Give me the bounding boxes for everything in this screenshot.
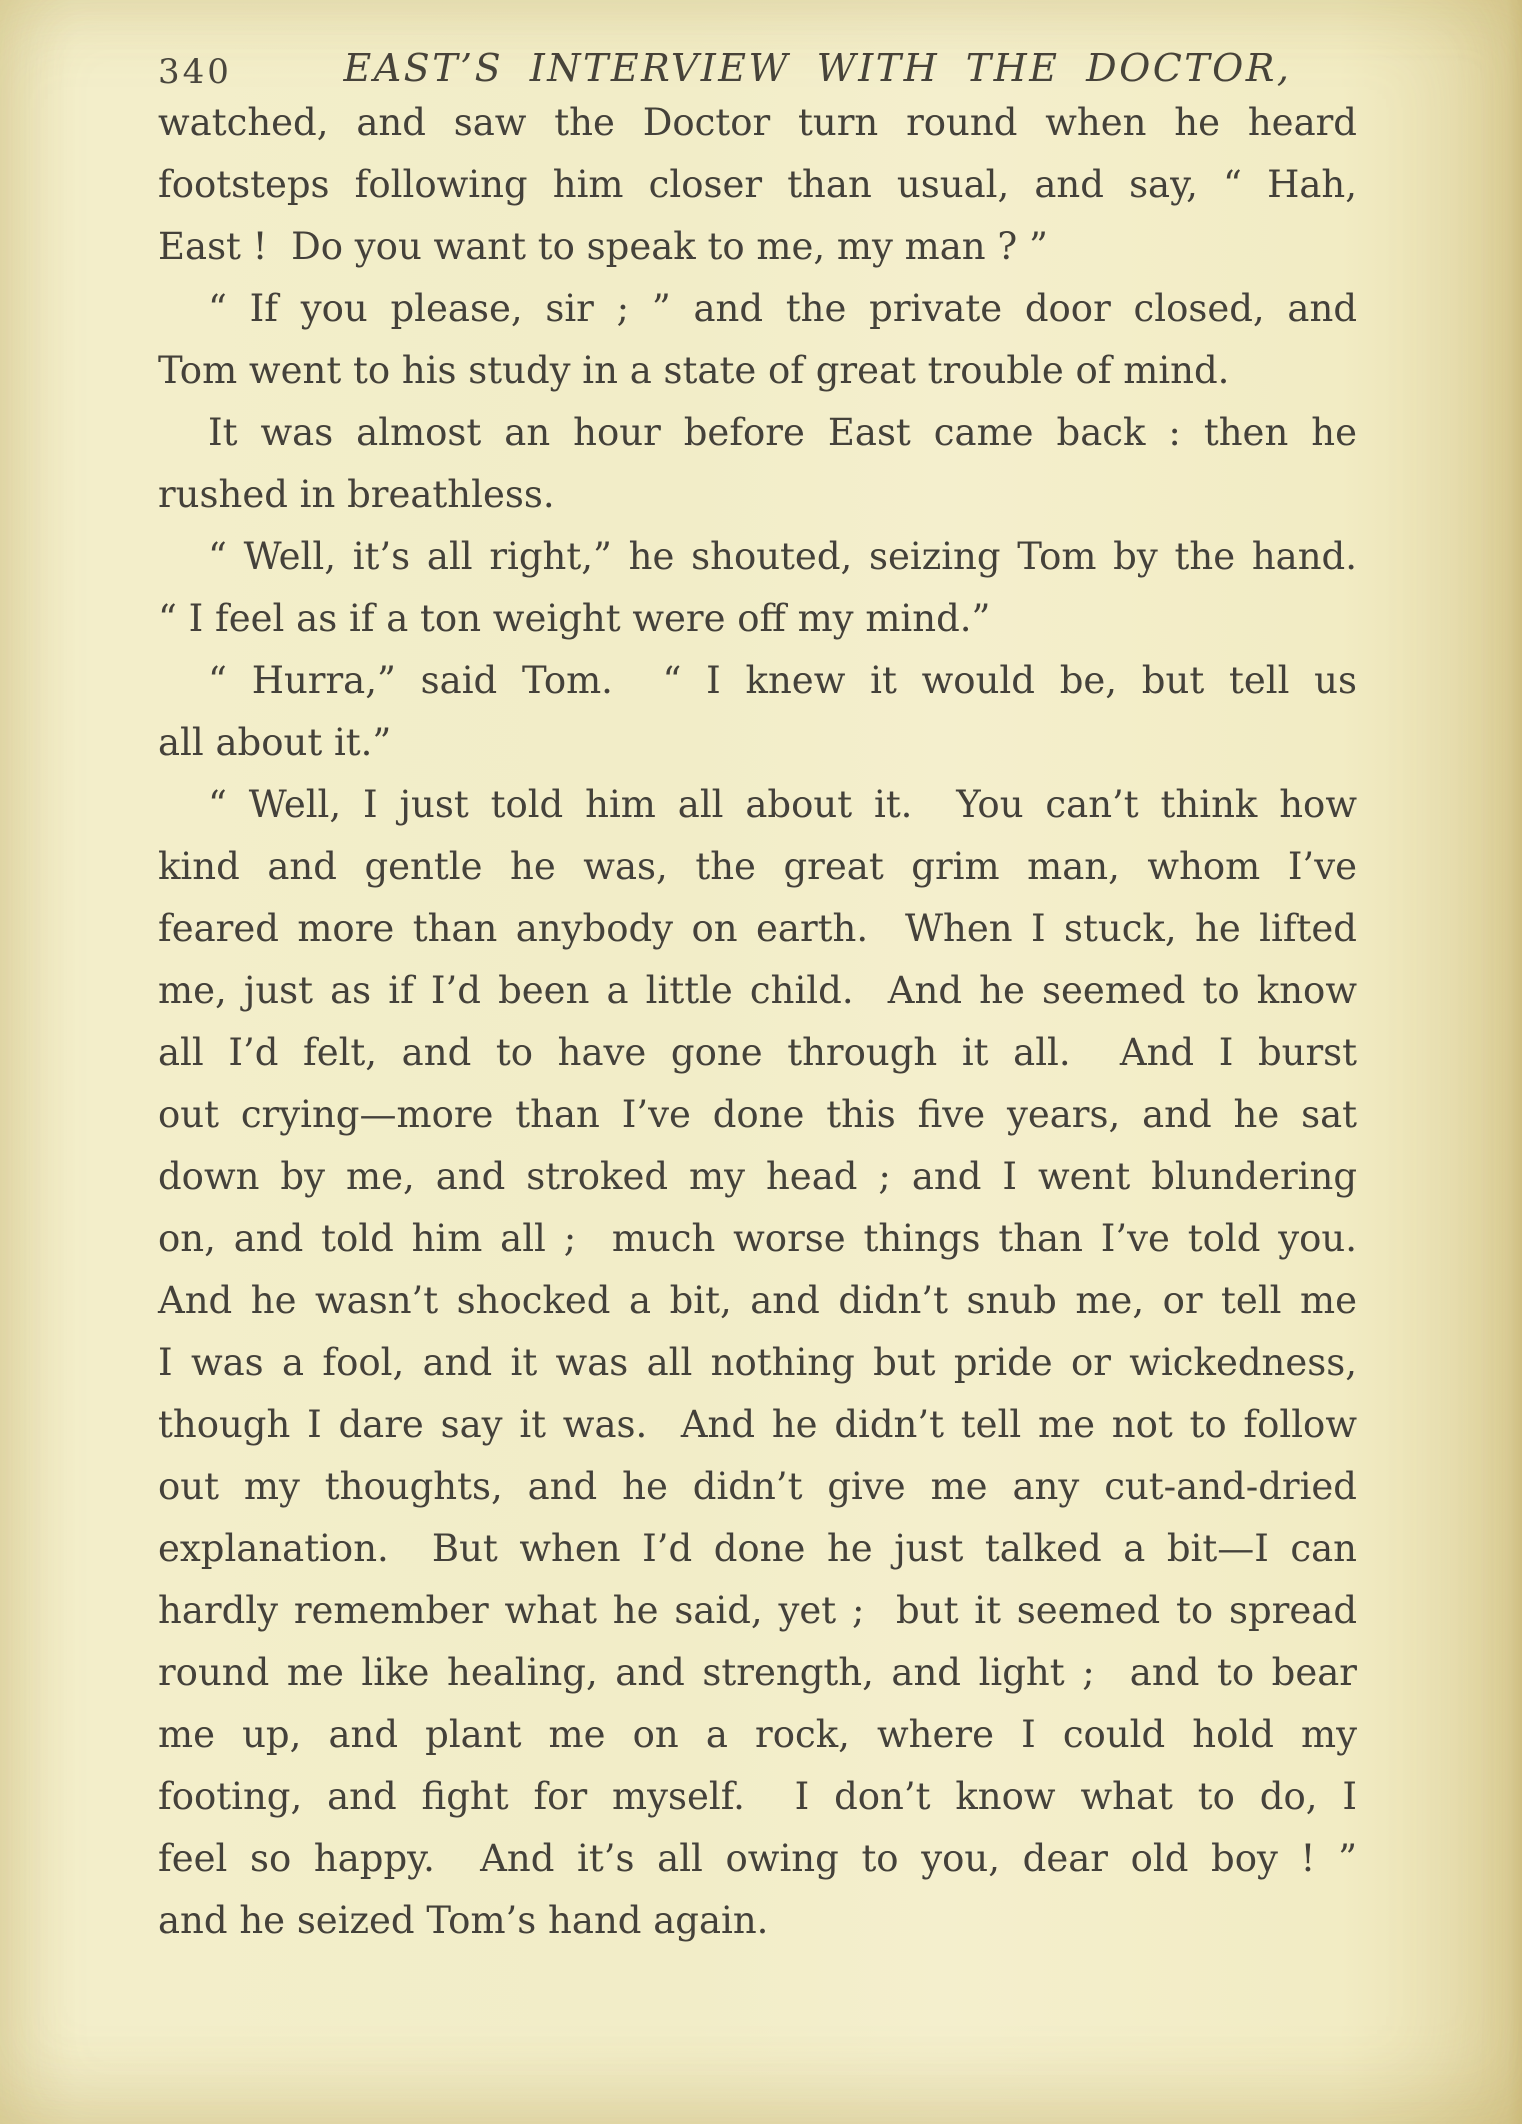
text-line: all I’d felt, and to have gone through it all. And I burst — [158, 1031, 1357, 1074]
text-line: It was almost an hour before East came back : then he — [208, 411, 1357, 454]
text-line: “ I feel as if a ton weight were off my mind.” — [158, 597, 991, 640]
text-line: footing, and fight for myself. I don’t know what to do, I — [158, 1775, 1357, 1818]
text-line: kind and gentle he was, the great grim man, whom I’ve — [158, 845, 1357, 888]
text-line: out my thoughts, and he didn’t give me any cut-and-dried — [158, 1465, 1357, 1508]
text-line: rushed in breathless. — [158, 473, 555, 516]
text-line: And he wasn’t shocked a bit, and didn’t snub me, or tell me — [158, 1279, 1357, 1322]
text-line: though I dare say it was. And he didn’t tell me not to follow — [158, 1403, 1357, 1446]
text-line: explanation. But when I’d done he just talked a bit—I can — [158, 1527, 1357, 1570]
body-text — [158, 92, 1357, 1952]
text-line: watched, and saw the Doctor turn round when he heard — [158, 101, 1357, 144]
text-line: “ Well, I just told him all about it. You can’t think how — [208, 783, 1357, 826]
text-line: round me like healing, and strength, and light ; and to bear — [158, 1651, 1357, 1694]
text-line: me up, and plant me on a rock, where I could hold my — [158, 1713, 1357, 1756]
text-line: and he seized Tom’s hand again. — [158, 1899, 769, 1942]
text-line: on, and told him all ; much worse things than I’ve told you. — [158, 1217, 1357, 1260]
text-line: “ Hurra,” said Tom. “ I knew it would be, but tell us — [208, 659, 1357, 702]
text-line: out crying—more than I’ve done this five years, and he sat — [158, 1093, 1357, 1136]
text-line: down by me, and stroked my head ; and I went blundering — [158, 1155, 1357, 1198]
text-line: hardly remember what he said, yet ; but it seemed to spread — [158, 1589, 1357, 1632]
text-line: East ! Do you want to speak to me, my man ? ” — [158, 225, 1048, 268]
text-line: all about it.” — [158, 721, 392, 764]
text-line: feel so happy. And it’s all owing to you, dear old boy ! ” — [158, 1837, 1357, 1880]
text-line: feared more than anybody on earth. When I stuck, he lifted — [158, 907, 1357, 950]
text-line: “ Well, it’s all right,” he shouted, seizing Tom by the hand. — [208, 535, 1357, 578]
running-title: EAST’S INTERVIEW WITH THE DOCTOR, — [343, 46, 1292, 90]
text-line: me, just as if I’d been a little child. And he seemed to know — [158, 969, 1357, 1012]
text-line: “ If you please, sir ; ” and the private door closed, and — [208, 287, 1357, 330]
text-line: footsteps following him closer than usual, and say, “ Hah, — [158, 163, 1357, 206]
text-line: Tom went to his study in a state of great trouble of mind. — [158, 349, 1230, 392]
page-header — [158, 46, 1357, 96]
page-number: 340 — [158, 52, 232, 92]
text-line: I was a fool, and it was all nothing but pride or wickedness, — [158, 1341, 1357, 1384]
